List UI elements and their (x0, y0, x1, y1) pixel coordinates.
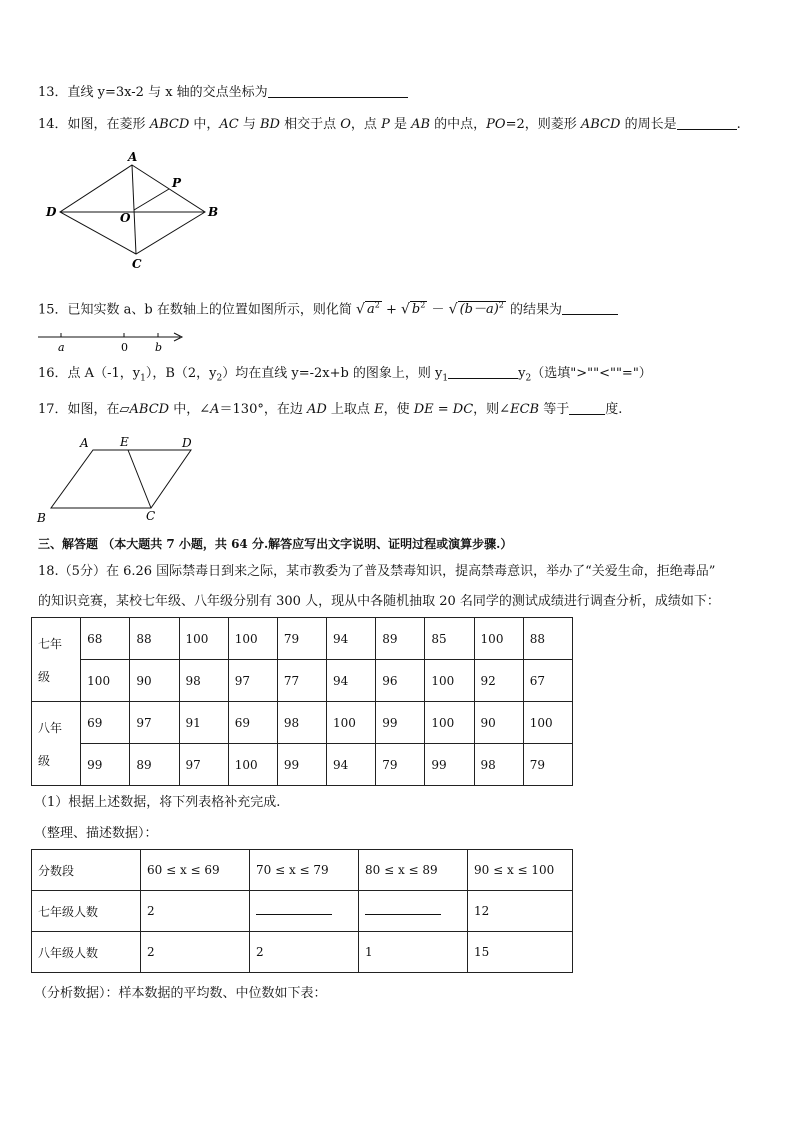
exponent: 2 (420, 301, 426, 310)
label-a: A (128, 150, 138, 164)
table-cell: 97 (130, 702, 179, 744)
q16-text: （选填">""<""="） (531, 366, 652, 381)
table-cell: 100 (425, 660, 474, 702)
table-cell: 100 (228, 744, 277, 786)
table-cell: 88 (523, 618, 572, 660)
q14-text: 的中点， (430, 117, 487, 132)
table-cell: 100 (327, 702, 376, 744)
q17-var: A (210, 402, 220, 417)
q14-text: 中， (189, 117, 220, 132)
radicand-b-minus-a (458, 301, 506, 317)
subscript: 2 (525, 373, 532, 384)
question-16 (38, 364, 652, 388)
question-17 (38, 400, 622, 419)
label-b: B (208, 205, 219, 219)
label-d: D (182, 436, 192, 450)
section-3-heading (38, 535, 512, 553)
table-cell: 97 (179, 744, 228, 786)
q14-var: ABCD (149, 117, 190, 132)
table-cell: 88 (130, 618, 179, 660)
q17-text: ，则∠ (473, 402, 511, 417)
exponent: 2 (498, 301, 504, 310)
q17-var: E (374, 402, 384, 417)
q17-var: AD (306, 402, 327, 417)
table-cell: 90 (474, 702, 523, 744)
table-cell: 99 (277, 744, 326, 786)
table-cell: 94 (327, 660, 376, 702)
subscript: 2 (216, 373, 223, 384)
q18-line-1: 18.（5分）在 6.26 国际禁毒日到来之际，某市教委为了普及禁毒知识，提高禁毒意识，举办了“关爱生命，拒绝毒品” (38, 564, 716, 579)
label-a: a (58, 341, 65, 354)
q13-answer-blank[interactable] (268, 83, 408, 98)
q14-var: ABCD (580, 117, 621, 132)
q16-text: y (518, 366, 526, 381)
plus-sign: + (385, 302, 397, 318)
row-label-cell: 七年级人数 (32, 891, 141, 932)
q17-text: ＝130°，在边 (219, 402, 307, 417)
q17-var: ABCD (129, 402, 170, 417)
q17-parallelogram-figure (34, 432, 209, 527)
q14-var: O (340, 117, 351, 132)
table-cell: 98 (277, 702, 326, 744)
q17-text: 等于 (539, 402, 570, 417)
answer-blank[interactable] (365, 904, 441, 915)
fill-in-cell[interactable] (250, 891, 359, 932)
q18-line-2: 的知识竞赛，某校七年级、八年级分别有 300 人，现从中各随机抽取 20 名同学的测试成绩进行调查分析，成绩如下： (38, 594, 720, 609)
table-cell: 89 (130, 744, 179, 786)
q15-number-line (36, 328, 196, 354)
header-cell: 80 ≤ x ≤ 89 (359, 850, 468, 891)
q18-summary-table (31, 849, 573, 973)
table-cell: 100 (228, 618, 277, 660)
q14-rhombus-figure (40, 148, 230, 273)
table-cell: 100 (474, 618, 523, 660)
table-row (32, 891, 573, 932)
header-cell: 60 ≤ x ≤ 69 (141, 850, 250, 891)
table-cell: 79 (376, 744, 425, 786)
q14-text: 14．如图，在菱形 (38, 117, 150, 132)
grade8-label-cell (32, 702, 81, 786)
section-desc: （本大题共 7 小题，共 64 分.解答应写出文字说明、证明过程或演算步骤.） (102, 537, 513, 551)
q15-answer-blank[interactable] (562, 300, 618, 315)
label-b: B (37, 511, 46, 525)
q14-answer-blank[interactable] (677, 115, 737, 130)
table-cell: 85 (425, 618, 474, 660)
minus-sign: － (431, 302, 445, 318)
table-cell: 92 (474, 660, 523, 702)
sqrt-icon: √ (448, 301, 458, 318)
grade7-label-cell (32, 618, 81, 702)
q14-var: AC (219, 117, 239, 132)
q17-text: 上取点 (326, 402, 375, 417)
grade8-label: 级 (38, 753, 51, 768)
table-cell: 79 (277, 618, 326, 660)
q17-var: DE (413, 402, 434, 417)
answer-blank[interactable] (256, 904, 332, 915)
table-cell: 94 (327, 744, 376, 786)
grade8-label: 八年 (38, 720, 63, 735)
header-cell: 90 ≤ x ≤ 100 (468, 850, 573, 891)
label-a: A (80, 436, 89, 450)
table-cell: 1 (359, 932, 468, 973)
q14-text: 与 (238, 117, 260, 132)
q13-text: 13．直线 y=3x-2 与 x 轴的交点坐标为 (38, 85, 268, 100)
var-a: a (366, 302, 375, 318)
question-14 (38, 115, 741, 134)
q17-var: ECB (510, 402, 540, 417)
table-row (32, 660, 573, 702)
table-cell: 2 (250, 932, 359, 973)
q14-text: =2，则菱形 (505, 117, 581, 132)
grade7-label: 级 (38, 669, 51, 684)
label-c: C (146, 509, 156, 523)
subscript: 1 (442, 373, 449, 384)
sqrt-icon: √ (356, 301, 365, 318)
q17-text: 度. (605, 402, 623, 417)
table-cell: 100 (179, 618, 228, 660)
table-cell: 12 (468, 891, 573, 932)
table-cell: 99 (425, 744, 474, 786)
var-b-minus-a: (b－a) (459, 302, 499, 318)
table-cell: 79 (523, 744, 572, 786)
table-cell: 98 (474, 744, 523, 786)
header-cell: 70 ≤ x ≤ 79 (250, 850, 359, 891)
table-cell: 96 (376, 660, 425, 702)
table-cell: 69 (81, 702, 130, 744)
section-title: 三、解答题 (38, 537, 99, 551)
segment-op (134, 189, 169, 210)
question-15 (38, 297, 618, 319)
row-label-cell: 八年级人数 (32, 932, 141, 973)
q18-analyze-heading: （分析数据）：样本数据的平均数、中位数如下表： (34, 986, 327, 1001)
label-c: C (132, 257, 142, 271)
radicand-b (410, 301, 427, 317)
grade7-label: 七年 (38, 636, 63, 651)
q16-text: 16．点 A（-1，y (38, 366, 141, 381)
label-o: O (120, 211, 131, 225)
q15-text: 15．已知实数 a、b 在数轴上的位置如图所示，则化简 (38, 302, 352, 318)
q14-text: 是 (389, 117, 412, 132)
q14-var: AB (411, 117, 431, 132)
q18-scores-table (31, 617, 573, 786)
label-zero: 0 (121, 341, 128, 354)
table-row (32, 744, 573, 786)
table-cell: 94 (327, 618, 376, 660)
table-cell: 99 (376, 702, 425, 744)
table-row (32, 932, 573, 973)
label-b: b (155, 341, 163, 354)
q14-var: P (381, 117, 390, 132)
table-cell: 2 (141, 891, 250, 932)
label-e: E (120, 435, 129, 449)
header-cell: 分数段 (32, 850, 141, 891)
table-row (32, 702, 573, 744)
table-row (32, 850, 573, 891)
q16-text: ），B（2，y (145, 366, 217, 381)
q17-text: 中，∠ (169, 402, 211, 417)
table-cell: 100 (81, 660, 130, 702)
table-cell: 67 (523, 660, 572, 702)
q16-text: ）均在直线 y=-2x+b 的图象上，则 y (222, 366, 443, 381)
q14-text: . (736, 117, 741, 132)
q17-text: 17．如图，在▱ (38, 402, 130, 417)
q18-part1: （1）根据上述数据，将下列表格补充完成. (34, 795, 281, 810)
table-cell: 68 (81, 618, 130, 660)
table-cell: 90 (130, 660, 179, 702)
label-d: D (46, 205, 57, 219)
segment-ec (128, 450, 151, 508)
exponent: 2 (374, 301, 380, 310)
q14-var: PO (486, 117, 506, 132)
table-cell: 69 (228, 702, 277, 744)
radicand-a (365, 301, 382, 317)
q15-text: 的结果为 (510, 302, 563, 318)
label-p: P (172, 176, 182, 190)
q14-text: 的周长是 (620, 117, 677, 132)
table-cell: 99 (81, 744, 130, 786)
sqrt-icon: √ (401, 301, 410, 318)
table-cell: 98 (179, 660, 228, 702)
q14-var: BD (260, 117, 280, 132)
q16-answer-blank[interactable] (448, 364, 518, 379)
table-cell: 2 (141, 932, 250, 973)
q17-answer-blank[interactable] (569, 400, 605, 415)
q18-organize-heading: （整理、描述数据）： (34, 826, 158, 841)
q14-text: 相交于点 (279, 117, 341, 132)
table-cell: 91 (179, 702, 228, 744)
q14-text: ，点 (350, 117, 382, 132)
table-cell: 15 (468, 932, 573, 973)
q17-var: DC (452, 402, 474, 417)
question-13 (38, 83, 408, 102)
table-cell: 77 (277, 660, 326, 702)
table-cell: 100 (523, 702, 572, 744)
table-row (32, 618, 573, 660)
q17-text: = (433, 402, 453, 417)
table-cell: 89 (376, 618, 425, 660)
q17-text: ，使 (383, 402, 414, 417)
table-cell: 100 (425, 702, 474, 744)
var-b: b (411, 302, 421, 318)
subscript: 1 (140, 373, 146, 384)
table-cell: 97 (228, 660, 277, 702)
fill-in-cell[interactable] (359, 891, 468, 932)
parallelogram-outline (51, 450, 191, 508)
